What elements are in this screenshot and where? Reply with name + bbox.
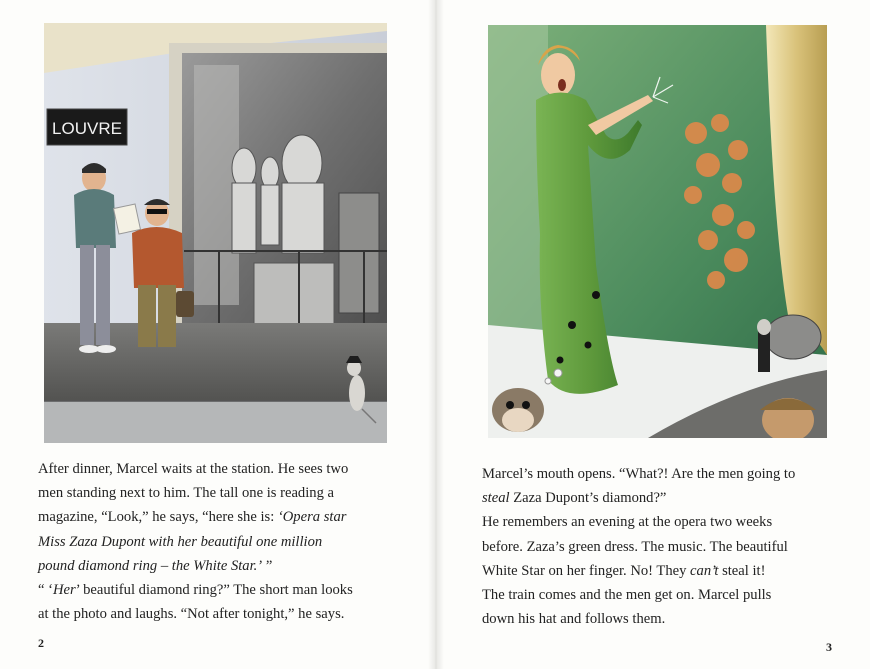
text-run: Marcel’s mouth opens. “What?! Are the men going to (482, 466, 796, 482)
text-run: at the photo and laughs. “Not after tonight,” he says. (38, 606, 345, 623)
italic-run: Her (53, 582, 76, 599)
italic-run: pound diamond ring – the White Star.’ (38, 557, 263, 574)
italic-run: can’t (690, 562, 719, 579)
italic-run: ‘Opera star (277, 509, 347, 526)
text-line (38, 481, 398, 505)
text-run: steal it! (718, 562, 766, 579)
text-line (482, 559, 832, 583)
text-run: The train comes and the men get on. Marcel pulls (482, 587, 772, 604)
text-line (38, 554, 398, 578)
text-line (38, 505, 398, 529)
text-run: Zaza Dupont’s diamond?” (509, 490, 667, 507)
text-line (38, 602, 398, 626)
opera-illustration (488, 25, 827, 438)
text-line (482, 583, 832, 607)
italic-run: steal (482, 490, 510, 507)
italic-run: Miss Zaza Dupont with her beautiful one million (38, 533, 323, 550)
page-number-left: 2 (38, 636, 44, 650)
text-run: After dinner, Marcel waits at the station. He sees two (38, 461, 349, 477)
station-illustration (44, 23, 387, 443)
text-run: ” (262, 557, 273, 574)
louvre-sign: LOUVRE (52, 119, 122, 138)
left-page-text (38, 457, 398, 626)
text-line (482, 510, 832, 534)
text-run: down his hat and follows them. (482, 611, 666, 628)
text-line (38, 578, 398, 602)
right-page-text (482, 462, 832, 631)
text-run: “ ‘ (38, 582, 53, 599)
text-line (482, 462, 832, 486)
text-line (38, 530, 398, 554)
text-line (482, 607, 832, 631)
text-run: He remembers an evening at the opera two weeks (482, 514, 773, 531)
text-line (482, 535, 832, 559)
book-gutter (428, 0, 444, 669)
text-run: White Star on her finger. No! They (482, 562, 691, 579)
text-run: ’ beautiful diamond ring?” The short man looks (75, 582, 353, 599)
text-line (38, 457, 398, 481)
text-run: men standing next to him. The tall one is reading a (38, 485, 335, 502)
page-number-right: 3 (826, 640, 832, 654)
text-run: magazine, “Look,” he says, “here she is: (38, 509, 278, 526)
text-run: before. Zaza’s green dress. The music. The beautiful (482, 538, 788, 555)
text-line (482, 486, 832, 510)
